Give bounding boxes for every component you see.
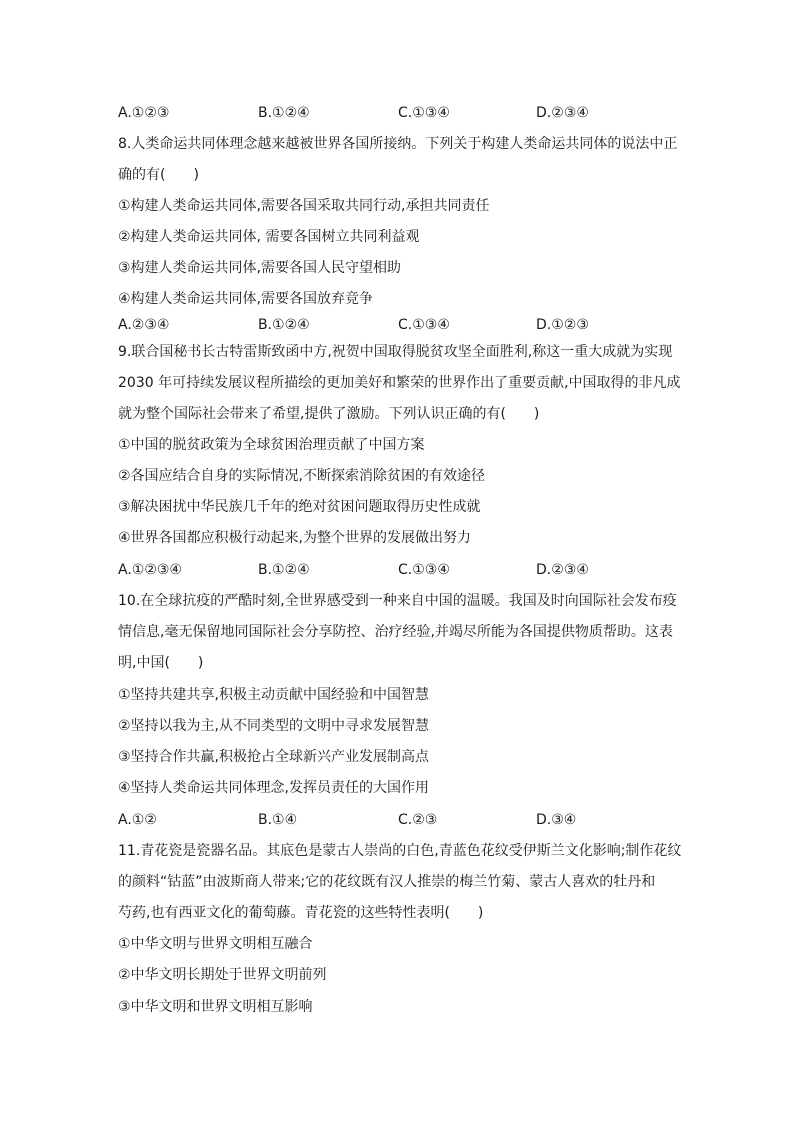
option-a: A.①② <box>118 812 157 828</box>
q11-item-2: ②中华文明长期处于世界文明前列 <box>118 967 327 983</box>
option-c: C.①③④ <box>398 562 450 578</box>
q10-item-2: ②坚持以我为主,从不同类型的文明中寻求发展智慧 <box>118 718 429 734</box>
q8-stem-line1: 8.人类命运共同体理念越来越被世界各国所接纳。下列关于构建人类命运共同体的说法中正 <box>118 136 678 152</box>
option-d: D.①②③ <box>536 317 589 333</box>
q9-item-4: ④世界各国都应积极行动起来,为整个世界的发展做出努力 <box>118 530 471 546</box>
q11-item-3: ③中华文明和世界文明相互影响 <box>118 999 313 1015</box>
option-c: C.①③④ <box>398 105 450 121</box>
option-b: B.①④ <box>258 812 298 828</box>
q8-item-1: ①构建人类命运共同体,需要各国采取共同行动,承担共同责任 <box>118 198 490 214</box>
q10-item-3: ③坚持合作共赢,积极抢占全球新兴产业发展制高点 <box>118 749 429 765</box>
q9-stem-line1: 9.联合国秘书长古特雷斯致函中方,祝贺中国取得脱贫攻坚全面胜利,称这一重大成就为实现 <box>118 344 673 360</box>
option-c: C.②③ <box>398 812 438 828</box>
option-d: D.③④ <box>536 812 577 828</box>
q9-options <box>118 561 678 579</box>
q8-item-2: ②构建人类命运共同体, 需要各国树立共同利益观 <box>118 229 420 245</box>
q9-stem-line2: 2030 年可持续发展议程所描绘的更加美好和繁荣的世界作出了重要贡献,中国取得的非凡成 <box>118 375 681 391</box>
option-d: D.②③④ <box>536 105 589 121</box>
q8-item-4: ④构建人类命运共同体,需要各国放弃竞争 <box>118 291 373 307</box>
q7-options <box>118 104 678 122</box>
option-b: B.①②④ <box>258 562 310 578</box>
q11-stem-line3: 芍药,也有西亚文化的葡萄藤。青花瓷的这些特性表明( ) <box>118 905 484 921</box>
option-c: C.①③④ <box>398 317 450 333</box>
q9-item-3: ③解决困扰中华民族几千年的绝对贫困问题取得历史性成就 <box>118 499 481 515</box>
option-a: A.①②③④ <box>118 562 182 578</box>
q9-stem-line3: 就为整个国际社会带来了希望,提供了激励。下列认识正确的有( ) <box>118 406 540 422</box>
q10-stem-line3: 明,中国( ) <box>118 655 204 671</box>
q9-item-2: ②各国应结合自身的实际情况,不断探索消除贫困的有效途径 <box>118 468 485 484</box>
option-a: A.②③④ <box>118 317 170 333</box>
q8-item-3: ③构建人类命运共同体,需要各国人民守望相助 <box>118 260 401 276</box>
option-b: B.①②④ <box>258 317 310 333</box>
q10-stem-line2: 情信息,毫无保留地同国际社会分享防控、治疗经验,并竭尽所能为各国提供物质帮助。这表 <box>118 624 673 640</box>
q10-item-4: ④坚持人类命运共同体理念,发挥员责任的大国作用 <box>118 780 429 796</box>
q9-item-1: ①中国的脱贫政策为全球贫困治理贡献了中国方案 <box>118 437 425 453</box>
q10-options <box>118 811 678 829</box>
option-d: D.②③④ <box>536 562 589 578</box>
q11-stem-line1: 11.青花瓷是瓷器名品。其底色是蒙古人崇尚的白色,青蓝色花纹受伊斯兰文化影响;制作花纹 <box>118 843 682 859</box>
q8-stem-line2: 确的有( ) <box>118 167 199 183</box>
option-a: A.①②③ <box>118 105 170 121</box>
q11-stem-line2: 的颜料“钴蓝”由波斯商人带来;它的花纹既有汉人推崇的梅兰竹菊、蒙古人喜欢的牡丹和 <box>118 874 656 890</box>
option-b: B.①②④ <box>258 105 310 121</box>
q11-item-1: ①中华文明与世界文明相互融合 <box>118 936 313 952</box>
q8-options <box>118 316 678 334</box>
q10-stem-line1: 10.在全球抗疫的严酷时刻,全世界感受到一种来自中国的温暖。我国及时向国际社会发布疫 <box>118 593 677 609</box>
q10-item-1: ①坚持共建共享,积极主动贡献中国经验和中国智慧 <box>118 687 429 703</box>
